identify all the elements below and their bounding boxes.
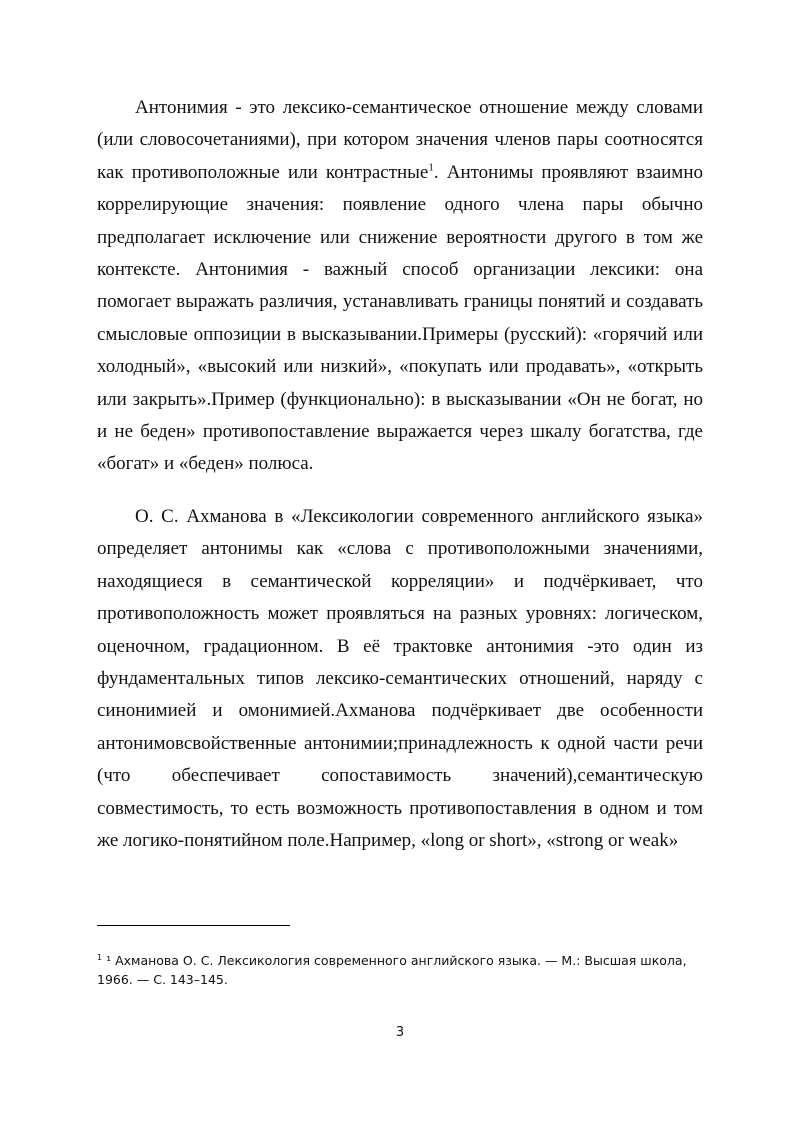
paragraph-text-start: Антонимия - это лексико-семантическое отношение между словами (или словосочетаниями), при котором значения членов пары соотносятся как противоположные или контрастные: [97, 97, 703, 183]
footnote-number: 1: [97, 952, 103, 962]
footnote-text: Ахманова О. С. Лексикология современного английского языка. — М.: Высшая школа, 1966. — С. 143–145.: [97, 953, 687, 987]
paragraph-text: О. С. Ахманова в «Лексикологии современного английского языка» определяет антонимы как «слова с противоположными значениями, находящиеся в семантической корреляции» и подчёркивает, что противоположность может проявляться на разных уровнях: логическом, оценочном, градационном. В её трактовке антонимия -это один из фундаментальных типов лексико-семантических отношений, наряду с синонимией и омонимией.Ахманова подчёркивает две особенности антонимовсвойственные антонимии;принадлежность к одной части речи (что обеспечивает сопоставимость значений),семантическую совместимость, то есть возможность противопоставления в одном и том же логико-понятийном поле.Например, «long or short», «strong or weak»: [97, 506, 703, 852]
footnote-marker: ¹: [106, 953, 112, 968]
body-paragraph-1: [97, 92, 703, 481]
page-number: 3: [395, 1025, 405, 1040]
footnote-reference[interactable]: 1: [428, 161, 434, 174]
paragraph-text-end: . Антонимы проявляют взаимно коррелирующие значения: появление одного члена пары обычно предполагает исключение или снижение вероятности другого в том же контексте. Антонимия - важный способ организации лексики: она помогает выражать различия, устанавливать границы понятий и создавать смысловые оппозиции в высказывании.Примеры (русский): «горячий или холодный», «высокий или низкий», «покупать или продавать», «открыть или закрыть».Пример (функционально): в высказывании «Он не богат, но и не беден» противопоставление выражается через шкалу богатства, где «богат» и «беден» полюса.: [97, 161, 703, 475]
body-paragraph-2: [97, 501, 703, 857]
footnote-separator: [97, 925, 290, 926]
paragraph-text: [97, 92, 703, 481]
footnote: [97, 951, 703, 989]
